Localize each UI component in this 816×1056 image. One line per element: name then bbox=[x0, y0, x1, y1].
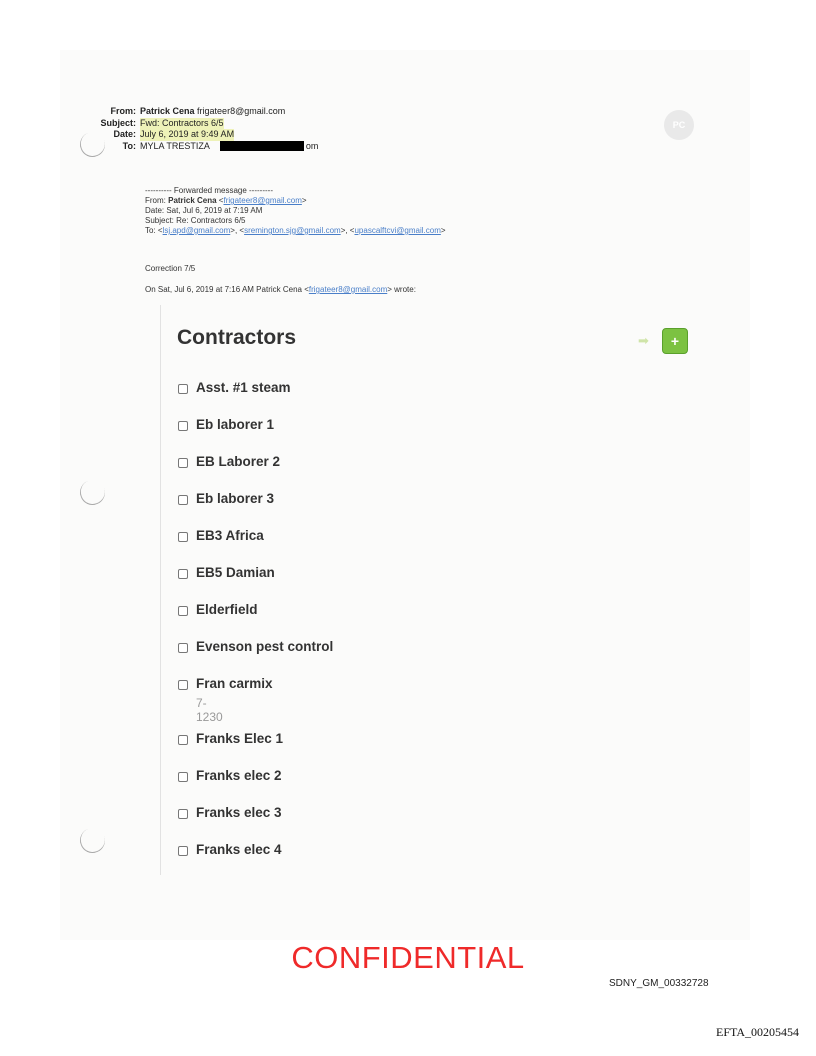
fwd-date: Date: Sat, Jul 6, 2019 at 7:19 AM bbox=[145, 206, 263, 215]
subject-label: Subject: bbox=[100, 117, 136, 128]
checklist-item-label: Franks elec 4 bbox=[196, 842, 282, 857]
attribution-email-link[interactable]: frigateer8@gmail.com bbox=[308, 285, 388, 294]
checkbox[interactable] bbox=[178, 458, 188, 468]
to-suffix: om bbox=[305, 140, 319, 151]
from-label: From: bbox=[110, 106, 136, 116]
checklist-item-label: EB Laborer 2 bbox=[196, 454, 281, 469]
fwd-from-email-link[interactable]: frigateer8@gmail.com bbox=[223, 196, 302, 205]
checkbox[interactable] bbox=[178, 421, 188, 431]
checklist-item-note: 7-1230 bbox=[196, 696, 223, 724]
checkbox[interactable] bbox=[178, 735, 188, 745]
checklist-item-label: Eb laborer 1 bbox=[196, 417, 275, 432]
checkbox[interactable] bbox=[178, 772, 188, 782]
checklist-item-label: EB5 Damian bbox=[196, 565, 275, 580]
checklist-item-label: Asst. #1 steam bbox=[196, 380, 291, 395]
confidential-stamp: CONFIDENTIAL bbox=[291, 940, 525, 975]
checklist-item-label: Eb laborer 3 bbox=[196, 491, 275, 506]
checkbox[interactable] bbox=[178, 643, 188, 653]
subject-value: Fwd: Contractors 6/5 bbox=[140, 117, 224, 128]
checkbox[interactable] bbox=[178, 495, 188, 505]
date-value: July 6, 2019 at 9:49 AM bbox=[140, 129, 235, 139]
checkbox[interactable] bbox=[178, 680, 188, 690]
checklist-item-label: Franks Elec 1 bbox=[196, 731, 284, 746]
fwd-from-name: Patrick Cena bbox=[168, 196, 217, 205]
checklist-item-label: Franks elec 3 bbox=[196, 805, 282, 820]
quote-bar bbox=[160, 305, 161, 875]
avatar: PC bbox=[664, 110, 694, 140]
scanned-page bbox=[60, 50, 750, 940]
checklist-item-label: Franks elec 2 bbox=[196, 768, 282, 783]
checklist-item-label: Fran carmix bbox=[196, 676, 273, 691]
redaction-bar bbox=[220, 141, 304, 151]
recipient-link[interactable]: sremington.sjg@gmail.com bbox=[244, 226, 341, 235]
forwarded-banner: ---------- Forwarded message --------- bbox=[145, 186, 273, 195]
email-header bbox=[92, 106, 318, 152]
from-name: Patrick Cena bbox=[140, 106, 195, 116]
attribution-suffix: > wrote: bbox=[387, 285, 416, 294]
note-title: Contractors bbox=[177, 326, 297, 349]
forwarded-block: ---------- Forwarded message --------- From: Patrick Cena <frigateer8@gmail.com> Date: Sat, Jul 6, 2019 at 7:19 AM Subject: Re: Contractors 6/5 To: <lsj.apd@gmail.com>, <sremington.sjg@gmail.com>, <upascalftcvi@gmail.com> bbox=[145, 186, 446, 235]
recipient-link[interactable]: lsj.apd@gmail.com bbox=[162, 226, 231, 235]
fwd-from-label: From: bbox=[145, 196, 169, 205]
correction-text: Correction 7/5 bbox=[145, 264, 196, 273]
to-label: To: bbox=[122, 140, 136, 151]
recipient-link[interactable]: upascalftcvi@gmail.com bbox=[354, 226, 441, 235]
from-email: frigateer8@gmail.com bbox=[197, 106, 286, 116]
to-name: MYLA TRESTIZA bbox=[140, 140, 210, 151]
checkbox[interactable] bbox=[178, 846, 188, 856]
checkbox[interactable] bbox=[178, 384, 188, 394]
checkbox[interactable] bbox=[178, 569, 188, 579]
checkbox[interactable] bbox=[178, 532, 188, 542]
checkbox[interactable] bbox=[178, 809, 188, 819]
green-note-plus-icon: + bbox=[662, 328, 688, 354]
date-label: Date: bbox=[113, 129, 136, 139]
attribution-prefix: On Sat, Jul 6, 2019 at 7:16 AM Patrick Cena < bbox=[145, 285, 309, 294]
checklist-item-label: EB3 Africa bbox=[196, 528, 264, 543]
fwd-subject: Subject: Re: Contractors 6/5 bbox=[145, 216, 246, 225]
bates-number: SDNY_GM_00332728 bbox=[609, 978, 709, 989]
quote-attribution bbox=[145, 285, 416, 294]
checkbox[interactable] bbox=[178, 606, 188, 616]
add-note-button[interactable] bbox=[638, 328, 690, 356]
efta-number: EFTA_00205454 bbox=[716, 1025, 800, 1039]
arrow-right-icon: ➡ bbox=[638, 333, 649, 348]
fwd-to-label: To: bbox=[145, 226, 158, 235]
checklist-item-label: Elderfield bbox=[196, 602, 258, 617]
checklist-item-label: Evenson pest control bbox=[196, 639, 334, 654]
